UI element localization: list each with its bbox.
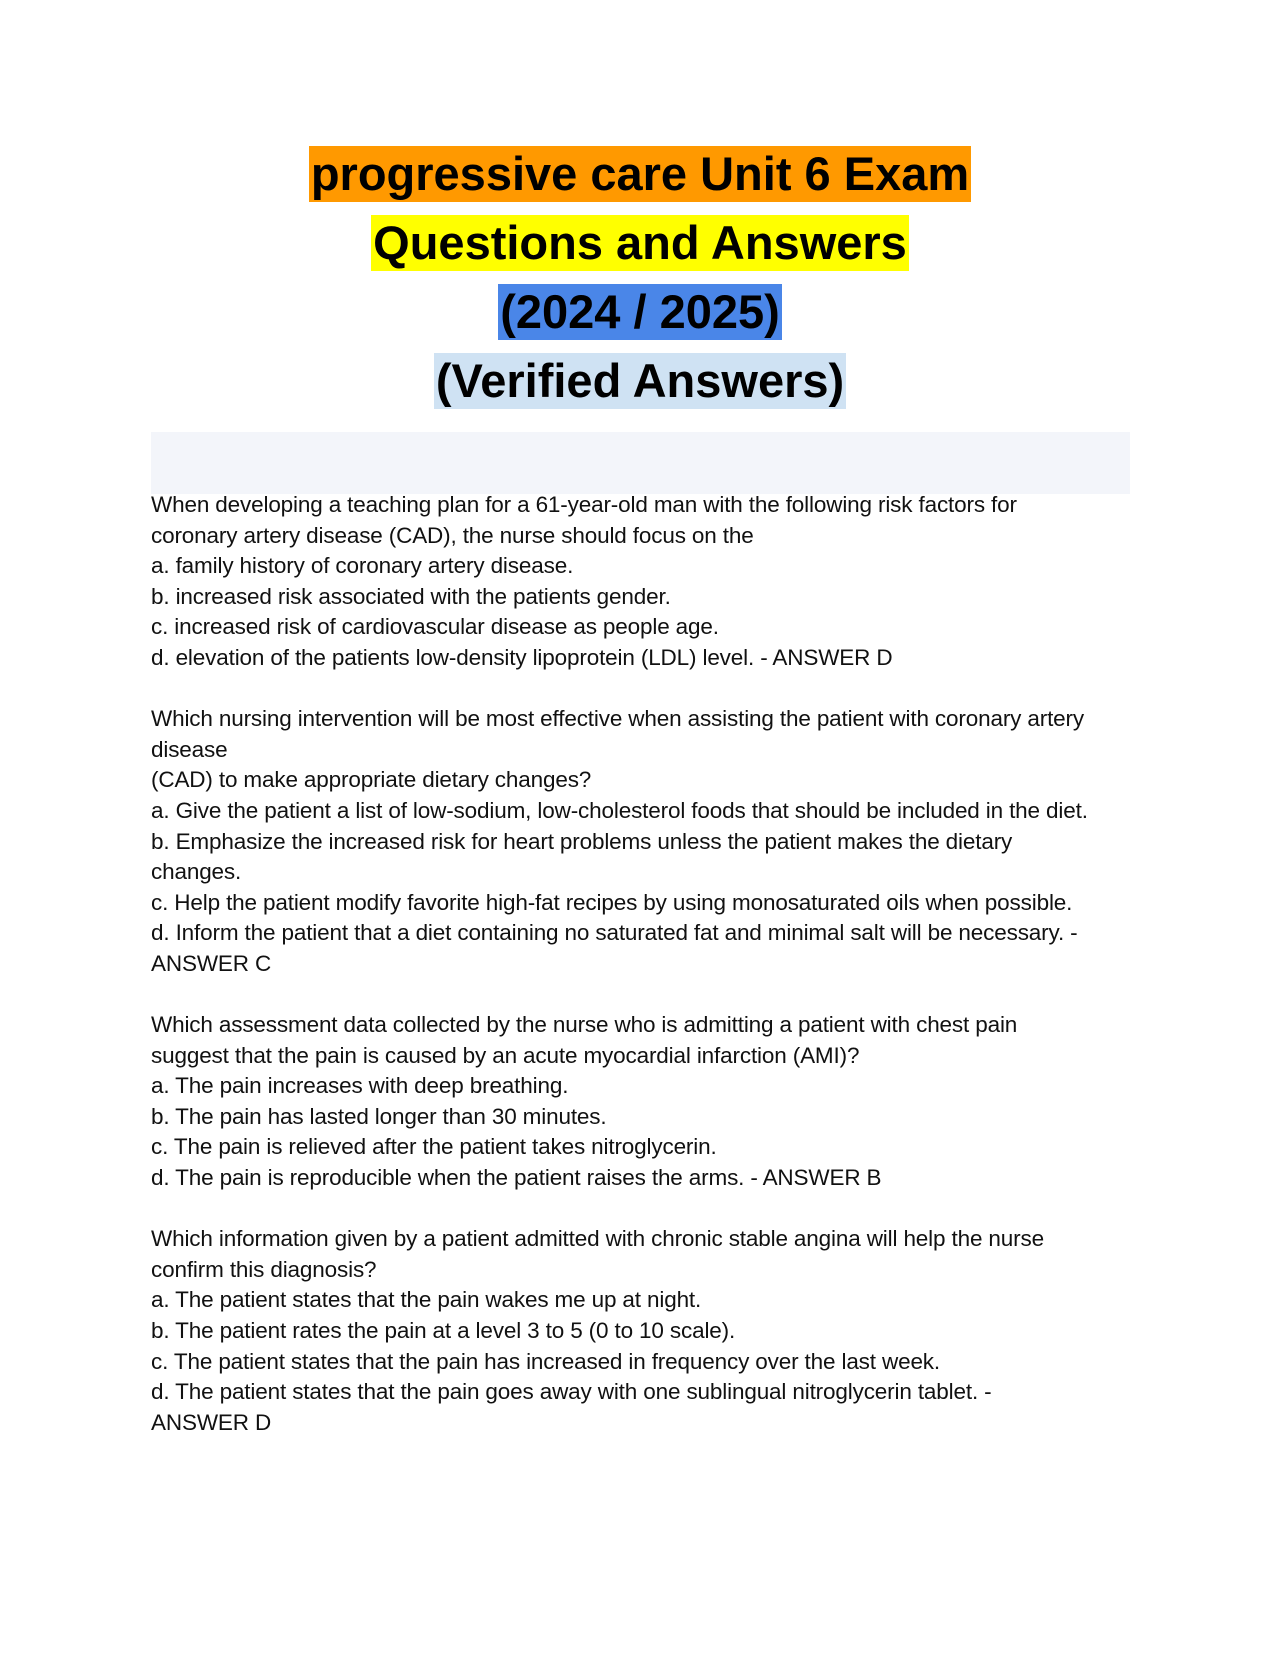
answer-key: ANSWER D <box>151 1409 272 1435</box>
title-text-2: Questions and Answers <box>373 216 907 269</box>
question-stem: coronary artery disease (CAD), the nurse should focus on the <box>151 522 754 548</box>
question-stem: Which nursing intervention will be most effective when assisting the patient with coronary artery <box>151 706 1084 732</box>
question-stem: confirm this diagnosis? <box>151 1256 377 1282</box>
answer-option-b: b. Emphasize the increased risk for heart problems unless the patient makes the dietary <box>151 828 1013 854</box>
answer-option-b: changes. <box>151 859 242 885</box>
question-stem: suggest that the pain is caused by an acute myocardial infarction (AMI)? <box>151 1042 860 1068</box>
title-text-4: (Verified Answers) <box>435 354 845 407</box>
answer-option-c: c. Help the patient modify favorite high-fat recipes by using monosaturated oils when possible. <box>151 889 1073 915</box>
question-stem: When developing a teaching plan for a 61-year-old man with the following risk factors for <box>151 492 1017 517</box>
answer-option-c: c. increased risk of cardiovascular disease as people age. <box>151 614 719 640</box>
title-text-1: progressive care Unit 6 Exam <box>310 147 970 200</box>
answer-key: ANSWER C <box>151 950 272 976</box>
answer-option-d: d. Inform the patient that a diet containing no saturated fat and minimal salt will be necessary. - <box>151 920 1078 946</box>
answer-option-d: d. The patient states that the pain goes away with one sublingual nitroglycerin tablet. - <box>151 1379 992 1405</box>
question-list <box>151 490 1141 1469</box>
title-text-3: (2024 / 2025) <box>500 285 780 338</box>
answer-option-b: b. increased risk associated with the patients gender. <box>151 583 671 609</box>
answer-option-a: a. The pain increases with deep breathing. <box>151 1073 569 1099</box>
answer-option-b: b. The pain has lasted longer than 30 minutes. <box>151 1103 607 1129</box>
question-block-2 <box>151 704 1141 979</box>
header-divider-band <box>151 432 1130 494</box>
title-line-1 <box>0 146 1280 215</box>
answer-option-a: a. family history of coronary artery disease. <box>151 553 574 579</box>
answer-option-a: a. The patient states that the pain wakes me up at night. <box>151 1287 702 1313</box>
question-block-4 <box>151 1224 1141 1438</box>
document-title <box>0 146 1280 422</box>
answer-option-c: c. The pain is relieved after the patient takes nitroglycerin. <box>151 1134 717 1160</box>
question-stem: Which information given by a patient admitted with chronic stable angina will help the nurse <box>151 1226 1044 1252</box>
answer-option-d: d. The pain is reproducible when the patient raises the arms. - ANSWER B <box>151 1165 882 1191</box>
question-stem: (CAD) to make appropriate dietary changes? <box>151 767 592 793</box>
answer-option-b: b. The patient rates the pain at a level 3 to 5 (0 to 10 scale). <box>151 1318 736 1344</box>
answer-option-c: c. The patient states that the pain has increased in frequency over the last week. <box>151 1348 941 1374</box>
title-line-3 <box>0 284 1280 353</box>
title-line-2 <box>0 215 1280 284</box>
answer-option-a: a. Give the patient a list of low-sodium, low-cholesterol foods that should be included in the diet. <box>151 797 1088 823</box>
question-stem: disease <box>151 736 228 762</box>
answer-option-d: d. elevation of the patients low-density lipoprotein (LDL) level. - ANSWER D <box>151 644 893 670</box>
question-block-1 <box>151 490 1141 674</box>
title-line-4 <box>0 353 1280 422</box>
question-stem: Which assessment data collected by the nurse who is admitting a patient with chest pain <box>151 1012 1018 1038</box>
question-block-3 <box>151 1010 1141 1194</box>
